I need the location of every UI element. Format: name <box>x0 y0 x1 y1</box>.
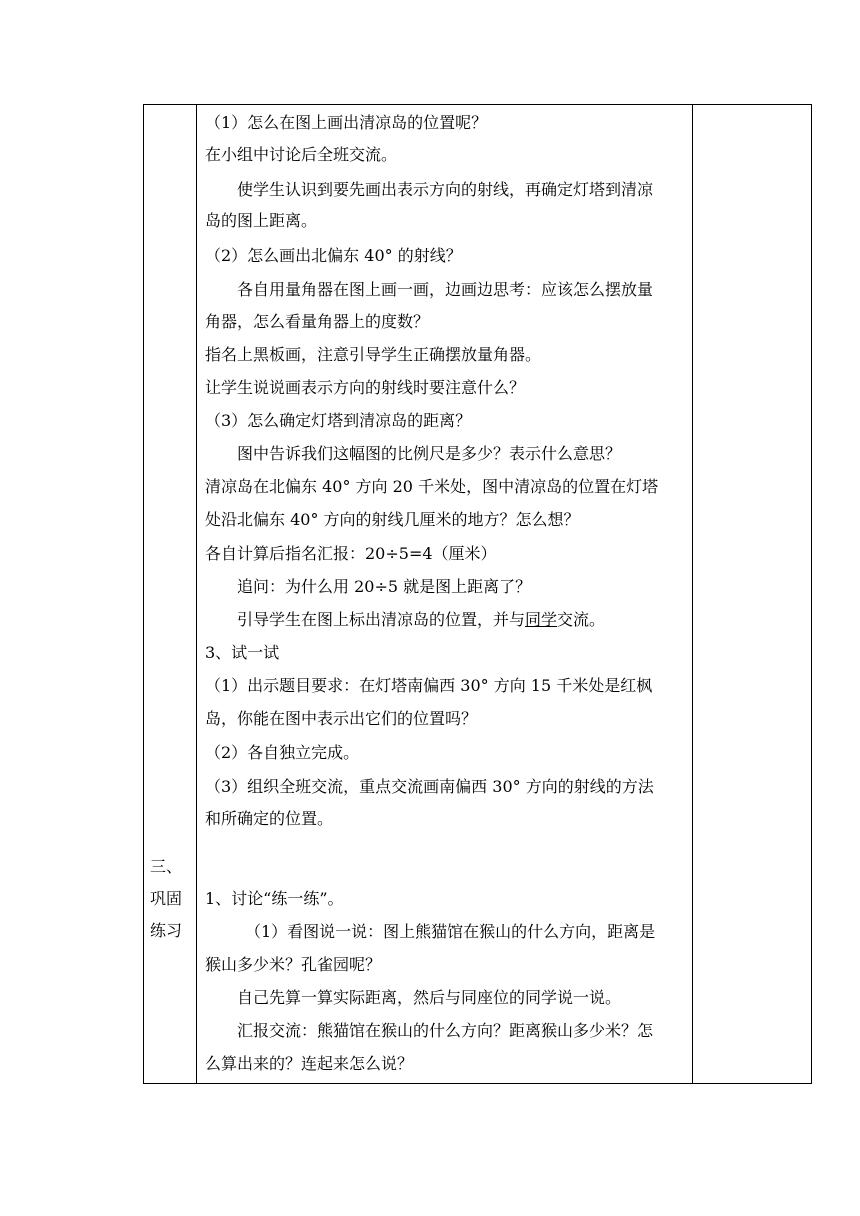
text-line: 和所确定的位置。 <box>205 809 334 828</box>
table-row <box>144 105 812 1084</box>
section-label-cell <box>144 105 197 1084</box>
text-line: 1、讨论“练一练”。 <box>205 889 344 908</box>
text-line: 处沿北偏东 40° 方向的射线几厘米的地方？怎么想？ <box>205 510 580 529</box>
text-line: 角器，怎么看量角器上的度数？ <box>205 312 430 331</box>
section-label-line-2: 巩固 <box>150 889 183 908</box>
text-line-part: 引导学生在图上标出清凉岛的位置，并与 <box>237 610 526 629</box>
text-line: 猴山多少米？孔雀园呢？ <box>205 955 382 974</box>
text-line: （3）怎么确定灯塔到清凉岛的距离？ <box>205 411 472 430</box>
text-line: 各自用量角器在图上画一画，边画边思考：应该怎么摆放量 <box>237 280 654 299</box>
text-line: 清凉岛在北偏东 40° 方向 20 千米处，图中清凉岛的位置在灯塔 <box>205 477 659 496</box>
text-line: 自己先算一算实际距离，然后与同座位的同学说一说。 <box>237 988 622 1007</box>
text-line: 么算出来的？连起来怎么说？ <box>205 1054 414 1073</box>
text-line: （2）怎么画出北偏东 40° 的射线？ <box>205 246 462 265</box>
text-line: 指名上黑板画，注意引导学生正确摆放量角器。 <box>205 345 542 364</box>
text-line: 图中告诉我们这幅图的比例尺是多少？表示什么意思？ <box>237 444 622 463</box>
section-label-line-1: 三、 <box>150 857 183 876</box>
text-line: （3）组织全班交流，重点交流画南偏西 30° 方向的射线的方法 <box>205 777 654 796</box>
text-line <box>237 610 605 630</box>
lesson-plan-table <box>143 104 812 1084</box>
text-line: 让学生说说画表示方向的射线时要注意什么？ <box>205 378 526 397</box>
text-line: 使学生认识到要先画出表示方向的射线，再确定灯塔到清凉 <box>237 180 654 199</box>
text-line-part: 交流。 <box>557 610 606 629</box>
text-line: （1）出示题目要求：在灯塔南偏西 30° 方向 15 千米处是红枫 <box>205 676 653 695</box>
content-cell <box>197 105 693 1084</box>
text-line: （2）各自独立完成。 <box>205 743 360 762</box>
underlined-text: 同学 <box>525 610 558 629</box>
text-line: 在小组中讨论后全班交流。 <box>205 145 398 164</box>
text-line: 岛，你能在图中表示出它们的位置吗？ <box>205 709 478 728</box>
text-line: 汇报交流：熊猫馆在猴山的什么方向？距离猴山多少米？怎 <box>237 1021 654 1040</box>
text-line: 3、试一试 <box>205 643 280 662</box>
text-line: （1）看图说一说：图上熊猫馆在猴山的什么方向，距离是 <box>245 922 656 941</box>
text-line: 岛的图上距离。 <box>205 211 318 230</box>
notes-cell <box>693 105 812 1084</box>
section-label-line-3: 练习 <box>150 921 183 940</box>
text-line: （1）怎么在图上画出清凉岛的位置呢？ <box>205 113 488 132</box>
text-line: 追问：为什么用 20÷5 就是图上距离了？ <box>237 577 532 596</box>
text-line: 各自计算后指名汇报：20÷5=4（厘米） <box>205 544 497 563</box>
